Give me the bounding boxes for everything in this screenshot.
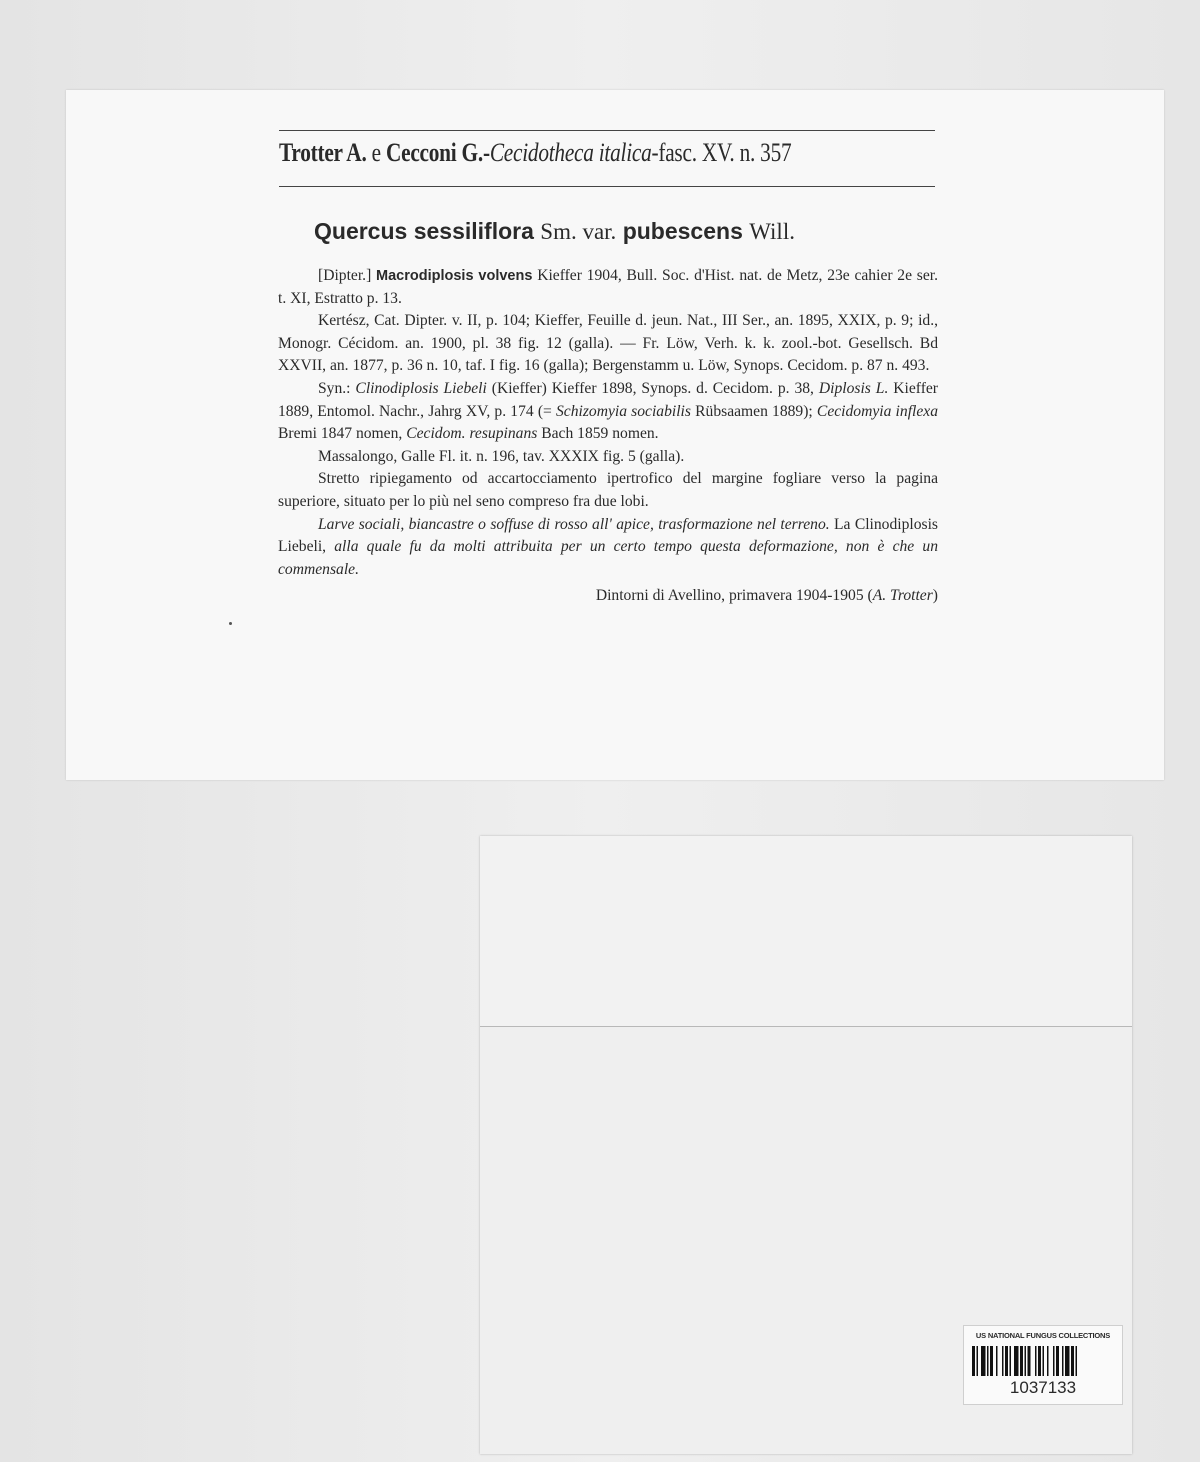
header-author-a: Trotter A.: [279, 138, 367, 167]
ink-dot: [229, 622, 232, 625]
larvae-text-2: La Clinodiplosis Liebeli,: [278, 515, 939, 556]
larvae-text-3: alla quale fu da molti attribuita per un certo tempo questa deformazione, non è che un commensale.: [278, 538, 938, 578]
reference-text: Kieffer 1904, Bull. Soc. d'Hist. nat. de Metz, 23e cahier 2e ser. t. XI, Estratto p. 13.: [278, 267, 939, 307]
syn-name-5: Cecidom. resupinans: [406, 425, 538, 443]
paragraph-description: Stretto ripiegamento od accartocciamento ipertrofico del margine fogliare verso la pagina superiore, situato per lo più nel seno compreso fra due lobi.: [278, 470, 938, 510]
barcode-label: [963, 1325, 1123, 1405]
header-number: 357: [760, 138, 792, 167]
header-num-label: n.: [739, 138, 756, 167]
title-variety: pubescens: [622, 218, 743, 244]
header-series: Cecidotheca italica: [489, 138, 652, 167]
title-species: Quercus sessiliflora: [314, 218, 534, 244]
title-author-2: Will.: [749, 219, 795, 244]
specimen-title: [314, 218, 914, 245]
barcode-bars: [972, 1346, 1114, 1376]
syn-text-1: (Kieffer) Kieffer 1898, Synops. d. Cecidom. p. 38,: [491, 379, 814, 397]
syn-text-5: Bach 1859 nomen.: [541, 425, 659, 443]
top-rule: [279, 130, 935, 131]
gall-maker-name: Macrodiplosis volvens: [376, 268, 533, 284]
syn-name-1: Clinodiplosis Liebeli: [355, 379, 487, 397]
paragraph-larvae: [278, 514, 938, 582]
header-fascicle: -fasc. XV.: [651, 138, 735, 167]
syn-text-2: Kieffer 1889, Entomol. Nachr., Jahrg XV, p. 174 (=: [278, 379, 938, 420]
header-conj: e: [371, 138, 381, 167]
syn-name-2: Diplosis L.: [818, 379, 889, 397]
label-header: [279, 138, 939, 182]
locality-close: ): [932, 587, 938, 605]
barcode-number: 1037133: [1009, 1378, 1077, 1397]
label-body: [278, 265, 938, 608]
syn-text-3: Rübsaamen 1889);: [695, 402, 813, 420]
syn-text-4: Bremi 1847 nomen,: [278, 425, 403, 443]
order-tag: [Dipter.]: [318, 267, 372, 284]
syn-name-4: Cecidomyia inflexa: [816, 402, 938, 420]
locality-text: Dintorni di Avellino, primavera 1904-1905 (: [595, 587, 873, 605]
locality-line: [278, 585, 938, 608]
barcode-collection: US NATIONAL FUNGUS COLLECTIONS: [975, 1331, 1111, 1340]
header-line: [279, 138, 791, 168]
paragraph-reference: [278, 265, 938, 310]
paragraph-massalongo: Massalongo, Galle Fl. it. n. 196, tav. XXXIX fig. 5 (galla).: [318, 447, 685, 465]
title-author-1: Sm. var.: [540, 219, 617, 244]
bottom-rule: [279, 186, 935, 187]
paragraph-synonyms: [278, 378, 938, 446]
syn-label: Syn.:: [318, 379, 351, 397]
syn-name-3: Schizomyia sociabilis: [555, 402, 691, 420]
envelope-flap: [480, 836, 1132, 1027]
collector-name: A. Trotter: [872, 587, 933, 605]
header-author-b: Cecconi G.-: [385, 138, 490, 167]
paragraph-literature: Kertész, Cat. Dipter. v. II, p. 104; Kieffer, Feuille d. jeun. Nat., III Ser., an. 1895, XXIX, p. 9; id., Monogr. Cécidom. an. 1900, pl. 38 fig. 12 (galla). — Fr. Löw, Verh. k. k. zool.-bot. Gesellsch. Bd XXVII, an. 1877, p. 36 n. 10, taf. I fig. 16 (galla); Bergenstamm u. Löw, Synops. Cecidom. p. 87 n. 493.: [278, 312, 938, 375]
larvae-text-1: Larve sociali, biancastre o soffuse di rosso all' apice, trasformazione nel terreno.: [318, 515, 830, 533]
